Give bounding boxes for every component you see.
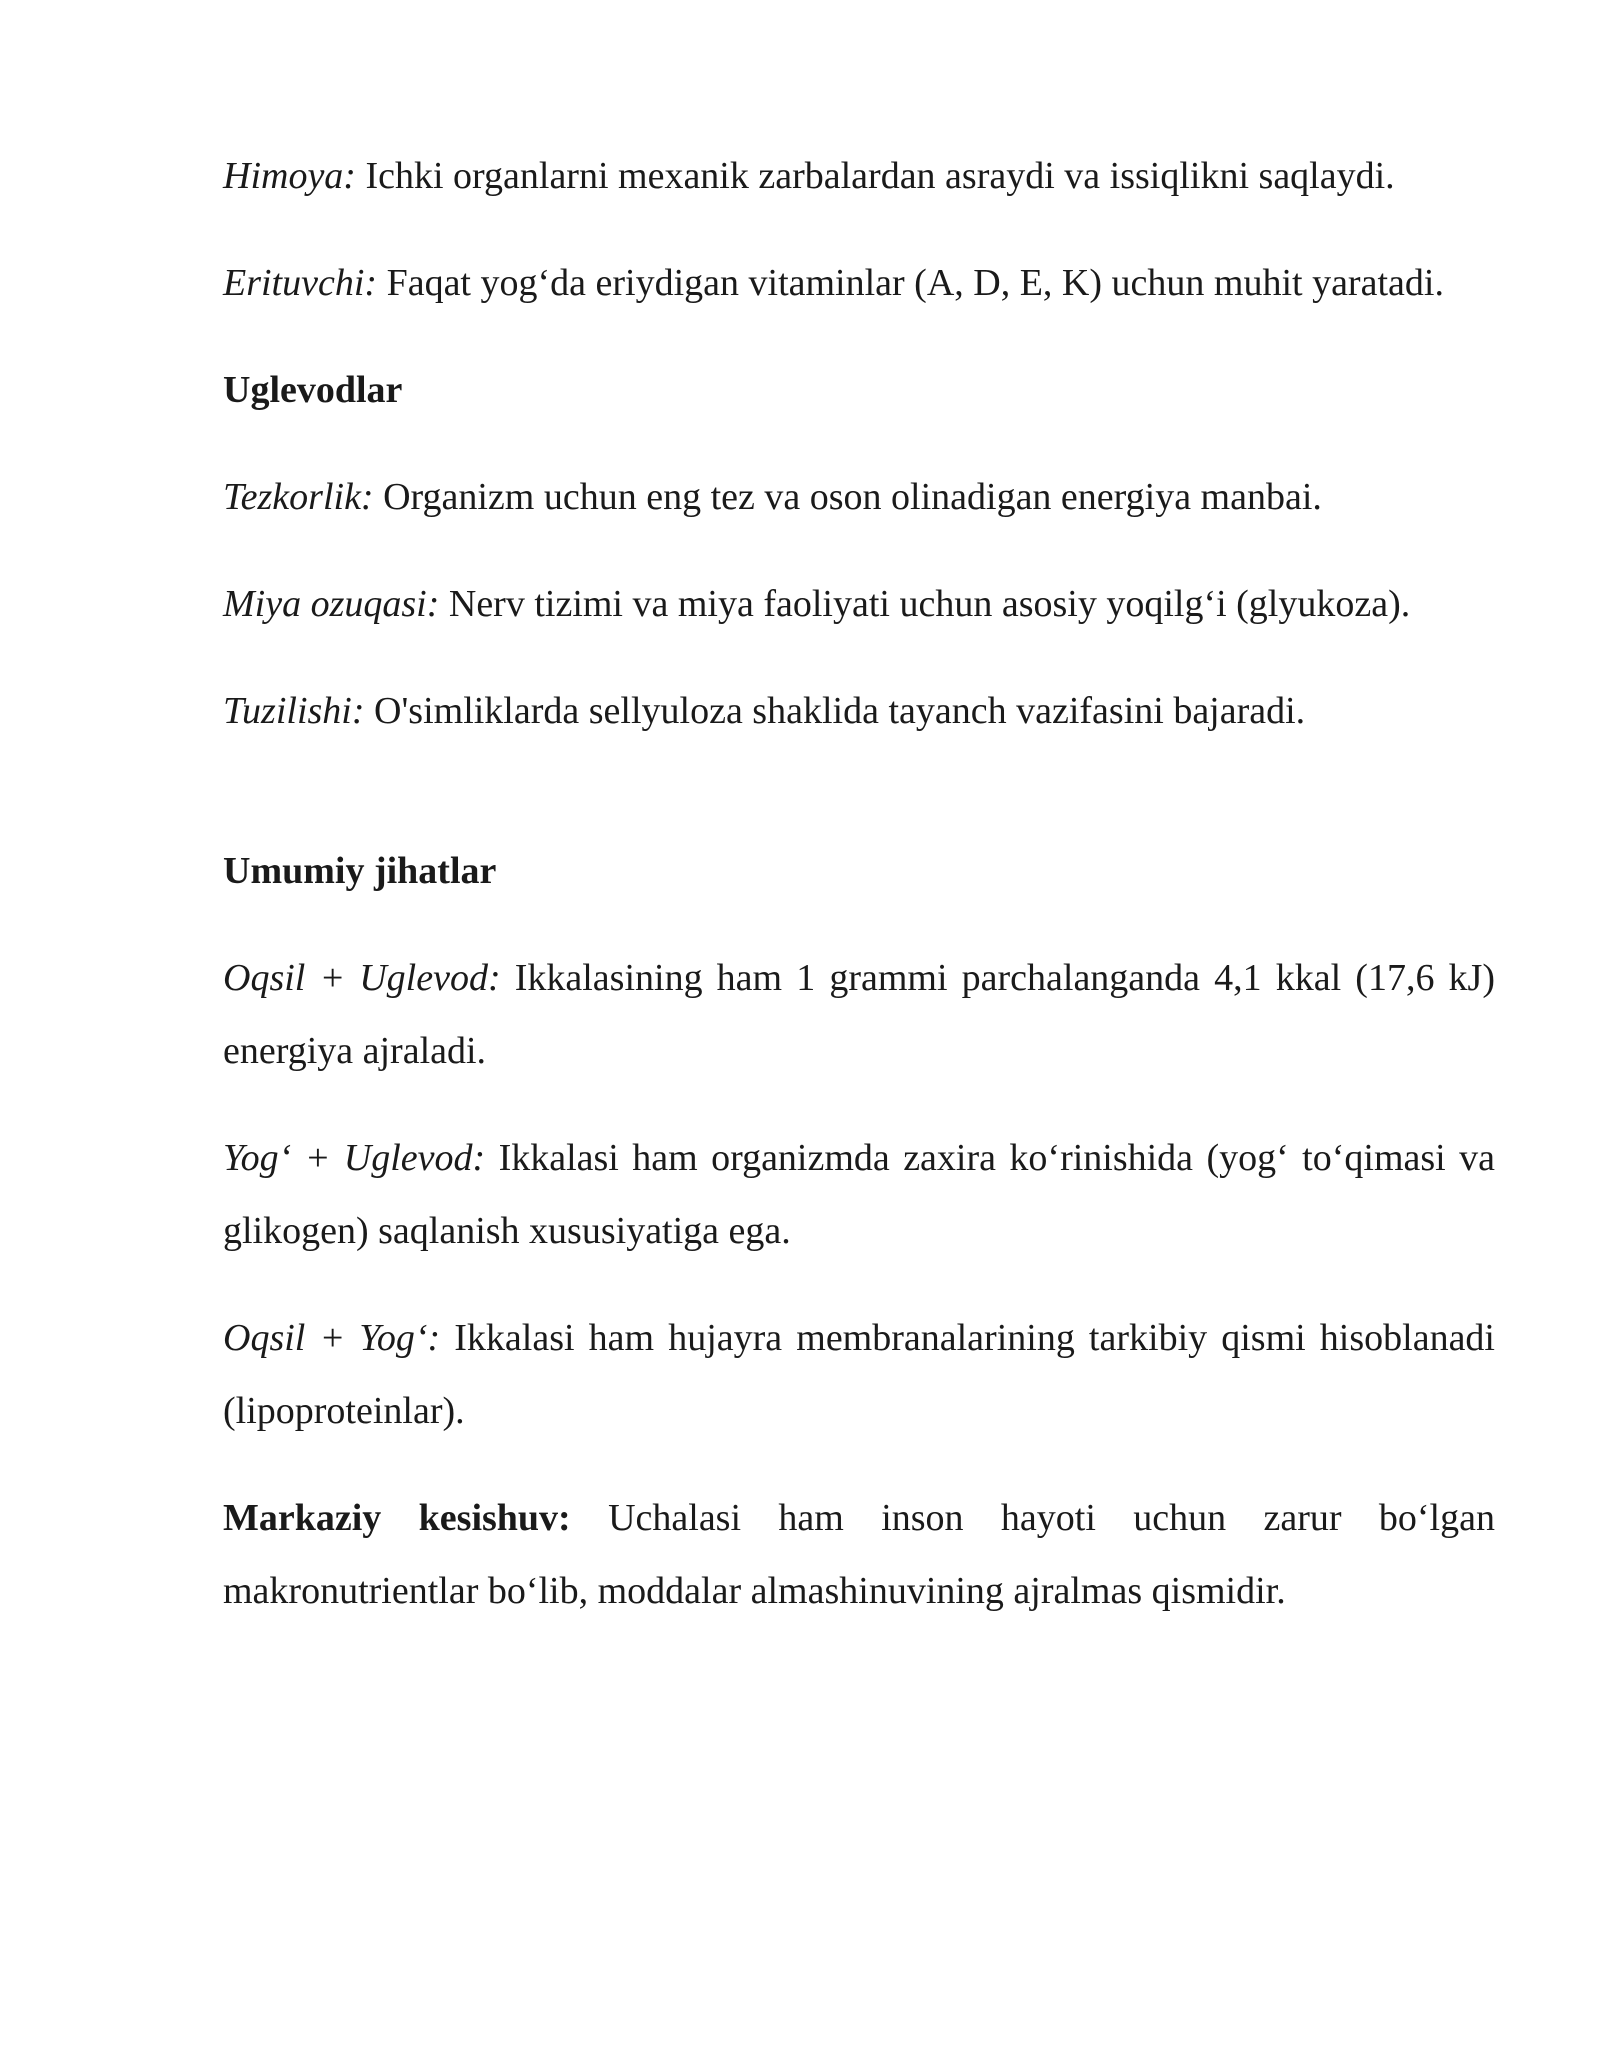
- paragraph-tuzilishi: [223, 675, 1495, 748]
- paragraph-oqsil-yog: [223, 1302, 1495, 1448]
- paragraph-text: Ikkalasining ham 1 grammi parchalanganda 4,1 kkal (17,6 kJ) energiya ajraladi.: [223, 957, 1496, 1072]
- paragraph-markaziy-kesishuv: [223, 1482, 1495, 1628]
- paragraph-text: Nerv tizimi va miya faoliyati uchun asosiy yoqilg‘i (glyukoza).: [439, 583, 1411, 625]
- term-label: Tuzilishi:: [223, 690, 365, 732]
- section-heading-umumiy-jihatlar: Umumiy jihatlar: [223, 850, 497, 892]
- paragraph-oqsil-uglevod: [223, 942, 1495, 1088]
- term-label: Oqsil + Yog‘:: [223, 1317, 441, 1359]
- paragraph-tezkorlik: [223, 461, 1495, 534]
- paragraph-himoya: [223, 140, 1495, 213]
- term-label: Miya ozuqasi:: [223, 583, 440, 625]
- paragraph-text: Uchalasi ham inson hayoti uchun zarur bo‘lgan makronutrientlar bo‘lib, moddalar almashinuvining ajralmas qismidir.: [223, 1497, 1495, 1612]
- paragraph-yog-uglevod: [223, 1122, 1495, 1268]
- paragraph-text: Organizm uchun eng tez va oson olinadigan energiya manbai.: [373, 476, 1322, 518]
- paragraph-text: Ikkalasi ham hujayra membranalarining tarkibiy qismi hisoblanadi (lipoproteinlar).: [223, 1317, 1495, 1432]
- document-page: [223, 140, 1495, 1662]
- paragraph-text: Faqat yog‘da eriydigan vitaminlar (A, D, E, K) uchun muhit yaratadi.: [377, 262, 1444, 304]
- spacer: [223, 782, 1495, 835]
- term-label: Markaziy kesishuv:: [223, 1497, 571, 1539]
- paragraph-erituvchi: [223, 247, 1495, 320]
- paragraph-text: Ikkalasi ham organizmda zaxira ko‘rinishida (yog‘ to‘qimasi va glikogen) saqlanish xususiyatiga ega.: [223, 1137, 1495, 1252]
- paragraph-text: Ichki organlarni mexanik zarbalardan asraydi va issiqlikni saqlaydi.: [355, 155, 1395, 197]
- term-label: Oqsil + Uglevod:: [223, 957, 501, 999]
- term-label: Erituvchi:: [223, 262, 378, 304]
- paragraph-miya-ozuqasi: [223, 568, 1495, 641]
- term-label: Himoya:: [223, 155, 356, 197]
- paragraph-text: O'simliklarda sellyuloza shaklida tayanch vazifasini bajaradi.: [364, 690, 1306, 732]
- section-heading-uglevodlar: Uglevodlar: [223, 369, 403, 411]
- term-label: Tezkorlik:: [223, 476, 374, 518]
- term-label: Yog‘ + Uglevod:: [223, 1137, 486, 1179]
